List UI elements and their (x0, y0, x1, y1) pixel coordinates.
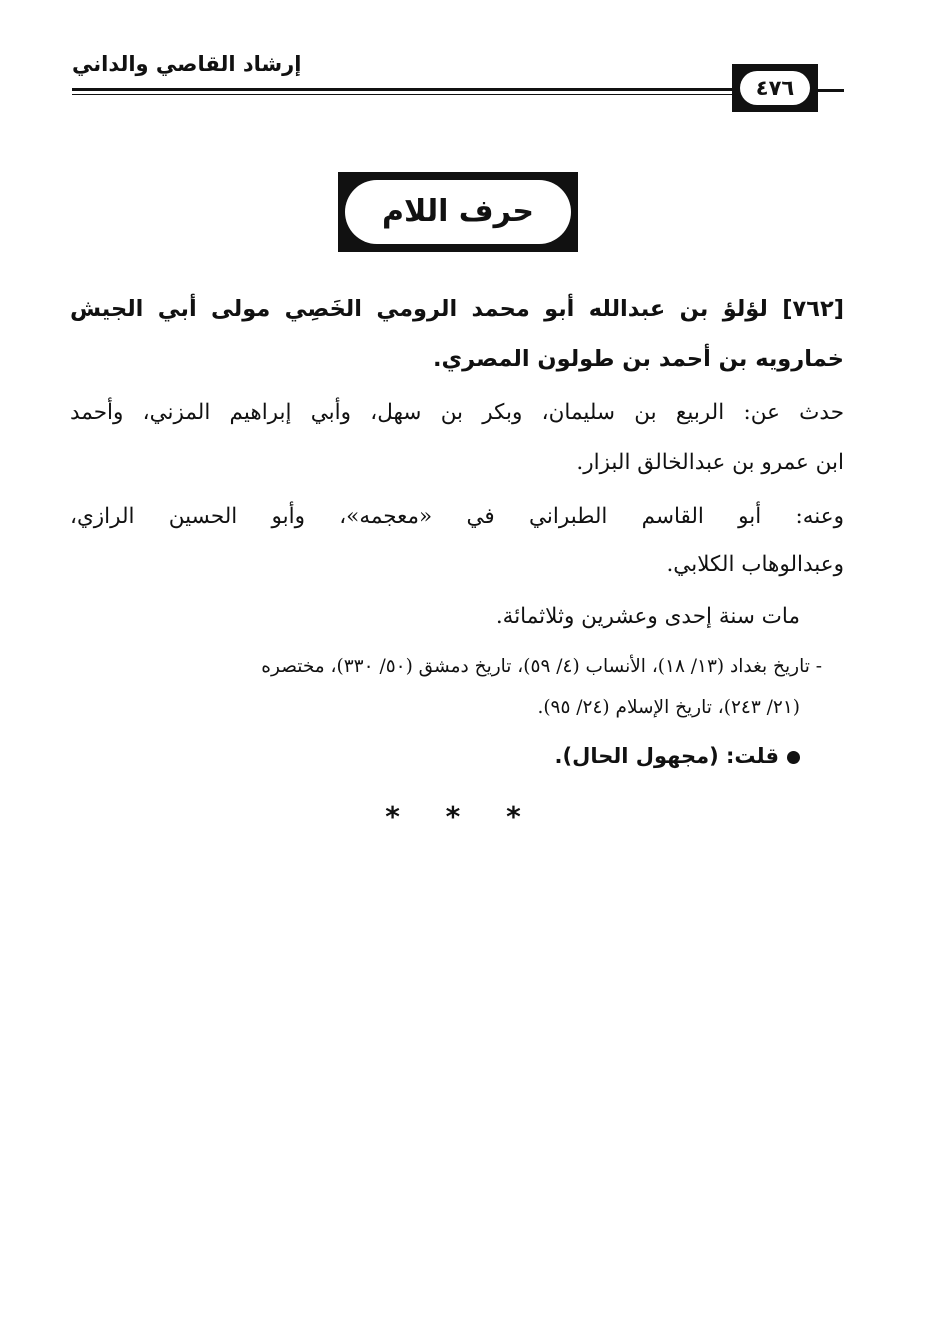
narrated-from-line-2: ابن عمرو بن عبدالخالق البزار. (576, 450, 844, 475)
narrated-by-line-2: وعبدالوهاب الكلابي. (666, 552, 844, 577)
verdict-text: قلت: (مجهول الحال). (554, 744, 779, 768)
death-text: مات سنة إحدى وعشرين وثلاثمائة. (495, 604, 800, 629)
section-title-frame (338, 172, 578, 252)
sources-text-1: - تاريخ بغداد (١٣/ ١٨)، الأنساب (٤/ ٥٩)، تاريخ دمشق (٥٠/ ٣٣٠)، مختصره (261, 656, 822, 677)
verdict-wrap (555, 744, 844, 768)
page-number: ٤٧٦ (740, 71, 810, 105)
running-header-title: إرشاد القاصي والداني (72, 52, 302, 76)
section-title: حرف اللام (345, 180, 571, 244)
sources-text-2: (٢١/ ٢٤٣)، تاريخ الإسلام (٢٤/ ٩٥). (537, 697, 800, 718)
death-line (70, 604, 844, 629)
end-asterisks: * * * (385, 800, 539, 833)
page-number-frame (732, 64, 818, 112)
sources-line-2 (70, 697, 844, 718)
header-rule-thin (72, 94, 732, 95)
narrated-from-line-1: حدث عن: الربيع بن سليمان، وبكر بن سهل، وأبي إبراهيم المزني، وأحمد (70, 400, 844, 425)
bullet-icon (787, 751, 800, 764)
header-rule-thick (72, 88, 732, 91)
sources-line-1 (70, 656, 844, 677)
entry-heading-line-2: خمارويه بن أحمد بن طولون المصري. (433, 346, 844, 372)
narrated-by-line-1: وعنه: أبو القاسم الطبراني في «معجمه»، وأبو الحسين الرازي، (70, 504, 844, 529)
verdict-line (70, 744, 844, 768)
entry-heading-line-1: [٧٦٢] لؤلؤ بن عبدالله أبو محمد الرومي الخَصِي مولى أبي الجيش (70, 296, 844, 322)
header-dash (818, 89, 844, 92)
